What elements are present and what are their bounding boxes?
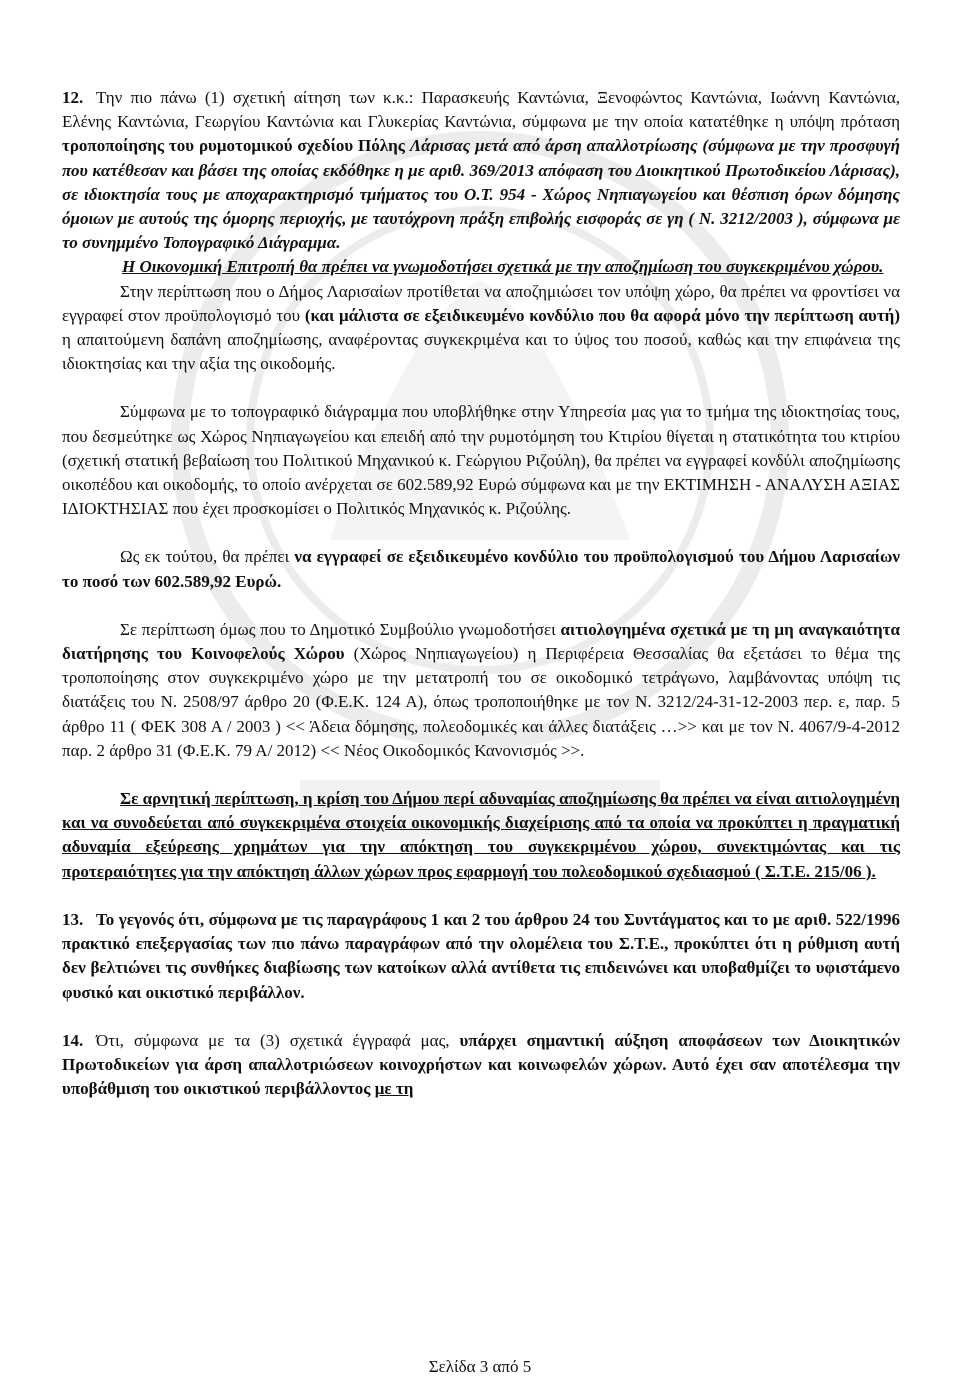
document-body [62,86,900,1101]
paragraph-12-bold-a: τροποποίησης του ρυμοτομικού σχεδίου Πόλης [62,136,410,156]
paragraph-14-bold-underline: με τη [374,1079,414,1099]
committee-note [62,255,900,279]
compensation-paragraph [62,280,900,377]
paragraph-12-bold-italic: Λάρισας μετά από άρση απαλλοτρίωσης (σύμφωνα με την προσφυγή που κατέθεσαν και βάσει της οποίας εκδόθηκε η με αριθ. 369/2013 απόφαση του Διοικητικού Πρωτοδικείου Λάρισας), σε ιδιοκτησία τους με αποχαρακτηρισμό τμήματος του Ο.Τ. 954 - Χώρος Νηπιαγωγείου και θέσπιση όρων δόμησης όμοιων με αυτούς της όμορης περιοχής, με ταυτόχρονη πράξη επιβολής εισφοράς σε γη ( Ν. 3212/2003 ), σύμφωνα με το συνημμένο Τοπογραφικό Διάγραμμα. [62,136,900,253]
paragraph-13-text: Το γεγονός ότι, σύμφωνα με τις παραγράφους 1 και 2 του άρθρου 24 του Συντάγματος και το με αριθ. 522/1996 πρακτικό επεξεργασίας των πιο πάνω παραγράφων από την ολομέλεια του Σ.Τ.Ε., προκύπτει ότι η ρύθμιση αυτή δεν βελτιώνει τις συνθήκες διαβίωσης των κατοίκων αλλά αντίθετα τις επιδεινώνει και υποβαθμίζει το υφιστάμενο φυσικό και οικιστικό περιβάλλον. [62,909,900,1002]
committee-note-text: Η Οικονομική Επιτροπή θα πρέπει να γνωμοδοτήσει σχετικά με την αποζημίωση του συγκεκριμένου χώρου. [122,257,884,277]
topographic-paragraph: Σύμφωνα με το τοπογραφικό διάγραμμα που υποβλήθηκε στην Υπηρεσία μας για το τμήμα της ιδιοκτησίας τους, που δεσμεύτηκε ως Χώρος Νηπιαγωγείου και επειδή από την ρυμοτόμηση του Κτιρίου θίγεται η στατικότητα του κτιρίου (σχετική στατική βεβαίωση του Πολιτικού Μηχανικού κ. Γεώργιου Ριζούλη), θα πρέπει να εγγραφεί κονδύλι αποζημίωσης οικοπέδου και οικοδομής, το οποίο ανέρχεται σε 602.589,92 Ευρώ σύμφωνα και με την ΕΚΤΙΜΗΣΗ - ΑΝΑΛΥΣΗ ΑΞΙΑΣ ΙΔΙΟΚΤΗΣΙΑΣ που έχει προσκομίσει ο Πολιτικός Μηχανικός κ. Ριζούλης. [62,402,900,519]
item-number: 13. [62,909,84,929]
budget-text-a: Ως εκ τούτου, θα πρέπει [120,547,295,567]
compensation-text-b: η απαιτούμενη δαπάνη αποζημίωσης, αναφέροντας συγκεκριμένα και το ύψος του ποσού, καθώς και την επιφάνεια της ιδιοκτησίας και την αξία της οικοδομής. [62,330,900,374]
compensation-text-a: Στην περίπτωση που ο Δήμος Λαρισαίων προτίθεται να αποζημιώσει τον υπόψη χώρο, θα πρέπει να φροντίσει να εγγραφεί στον προϋπολογισμό του [62,281,900,325]
page-number-footer: Σελίδα 3 από 5 [428,1357,532,1376]
budget-text-bold: να εγγραφεί σε εξειδικευμένο κονδύλιο του προϋπολογισμού του Δήμου Λαρισαίων το ποσό των 602.589,92 Ευρώ. [62,547,900,591]
paragraph-14-bold: υπάρχει σημαντική αύξηση αποφάσεων των Διοικητικών Πρωτοδικείων για άρση απαλλοτριώσεων κοινοχρήστων και κοινωφελών χώρων. Αυτό έχει σαν αποτέλεσμα την υποβάθμιση του οικιστικού περιβάλλοντος [62,1030,900,1099]
item-number: 14. [62,1030,84,1050]
council-text-a: Σε περίπτωση όμως που το Δημοτικό Συμβούλιο γνωμοδοτήσει [120,619,561,639]
council-paragraph [62,618,900,763]
paragraph-12 [62,86,900,255]
compensation-text-bold: (και μάλιστα σε εξειδικευμένο κονδύλιο που θα αφορά μόνο την περίπτωση αυτή) [304,305,900,325]
negative-case-paragraph [62,787,900,884]
council-text-bold: αιτιολογημένα σχετικά με τη μη αναγκαιότητα διατήρησης του Κοινοφελούς Χώρου [62,619,900,664]
paragraph-14 [62,1029,900,1102]
paragraph-13 [62,908,900,1005]
paragraph-14-text: Ότι, σύμφωνα με τα (3) σχετικά έγγραφά μας, [96,1030,460,1050]
item-number: 12. [62,88,84,107]
negative-case-text: Σε αρνητική περίπτωση, η κρίση του Δήμου περί αδυναμίας αποζημίωσης θα πρέπει να είναι αιτιολογημένη και να συνοδεύεται από συγκεκριμένα στοιχεία οικονομικής διαχείρισης από τα οποία να προκύπτει η πραγματική αδυναμία εξεύρεσης χρημάτων για την απόκτηση του συγκεκριμένου χώρου, συνεκτιμώντας και τις προτεραιότητες για την απόκτηση άλλων χώρων προς εφαρμογή του πολεοδομικού σχεδιασμού ( Σ.Τ.Ε. 215/06 ). [62,789,900,881]
budget-paragraph [62,545,900,593]
paragraph-12-text: Την πιο πάνω (1) σχετική αίτηση των κ.κ.: Παρασκευής Καντώνια, Ξενοφώντος Καντώνια, Ιωάννη Καντώνια, Ελένης Καντώνια, Γεωργίου Καντώνια και Γλυκερίας Καντώνια, σύμφωνα με την οποία κατατέθηκε η υπόψη πρόταση [62,88,900,132]
council-text-c: (Χώρος Νηπιαγωγείου) η Περιφέρεια Θεσσαλίας θα εξετάσει το θέμα της τροποποίησης στον συγκεκριμένο χώρο με την μετατροπή του σε οικοδομικό τετράγωνο, λαμβάνοντας υπόψη τις διατάξεις του Ν. 2508/97 άρθρο 20 (Φ.Ε.Κ. 124 Α), όπως τροποποιήθηκε με τον Ν. 3212/24-31-12-2003 περ. ε, παρ. 5 άρθρο 11 ( ΦΕΚ 308 Α / 2003 ) << Άδεια δόμησης, πολεοδομικές και άλλες διατάξεις …>> και με τον Ν. 4067/9-4-2012 παρ. 2 άρθρο 31 (Φ.Ε.Κ. 79 Α/ 2012) << Νέος Οικοδομικός Κανονισμός >>. [62,644,901,760]
